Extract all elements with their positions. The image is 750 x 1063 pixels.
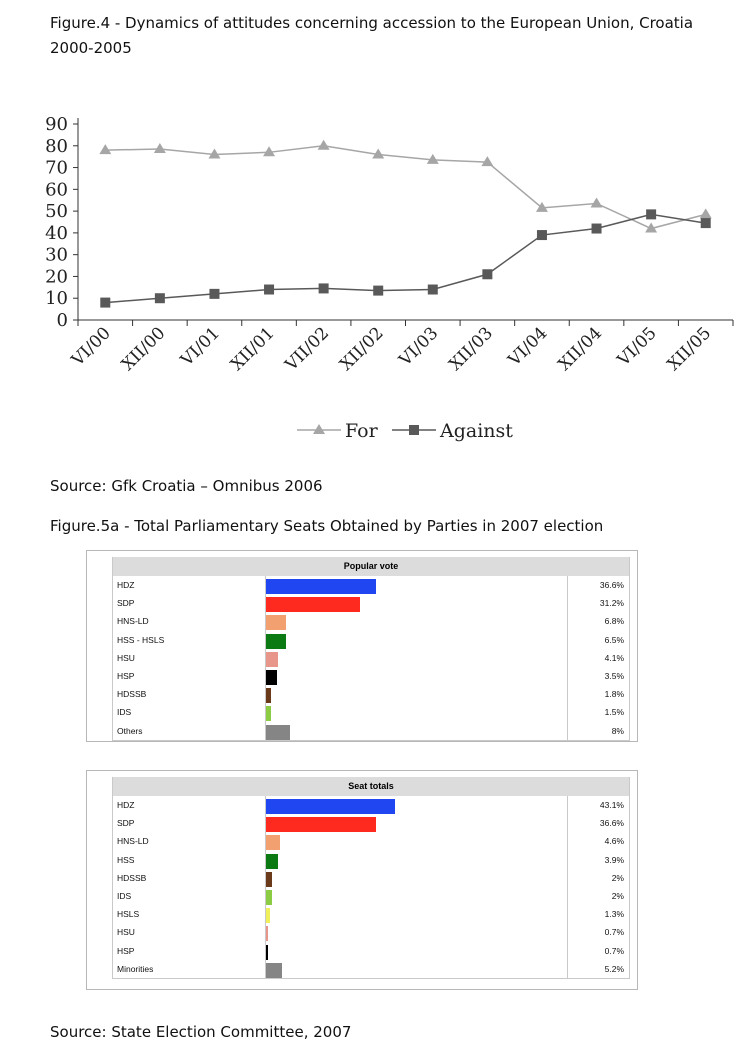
seat-totals-table <box>112 777 630 979</box>
party-bar <box>266 688 271 703</box>
y-tick-label: 20 <box>45 266 68 288</box>
party-bar <box>266 706 271 721</box>
series-line-against <box>105 214 705 302</box>
point-against <box>482 269 492 279</box>
party-bar <box>266 872 272 887</box>
point-for <box>700 208 712 218</box>
party-label: IDS <box>117 890 132 901</box>
percentage-value: 3.9% <box>604 854 624 865</box>
table-row <box>113 612 629 630</box>
percentage-value: 6.8% <box>604 616 624 627</box>
party-bar <box>266 597 360 612</box>
party-label: HNS-LD <box>117 616 149 627</box>
legend-marker-for <box>313 424 325 434</box>
series-line-for <box>105 146 705 229</box>
party-label: Minorities <box>117 963 154 974</box>
party-bar <box>266 963 282 978</box>
percentage-value: 4.1% <box>604 652 624 663</box>
y-tick-label: 50 <box>45 201 68 223</box>
party-bar <box>266 854 278 869</box>
table-row <box>113 887 629 905</box>
point-for <box>154 143 166 153</box>
legend-marker-against <box>409 425 419 435</box>
table-row <box>113 942 629 960</box>
percentage-value: 1.3% <box>604 909 624 920</box>
table-row <box>113 905 629 923</box>
party-label: HDZ <box>117 800 135 810</box>
x-tick-label: VI/01 <box>177 323 224 371</box>
party-bar <box>266 817 376 832</box>
popular-vote-table <box>112 557 630 741</box>
point-for <box>318 140 330 150</box>
party-bar <box>266 890 272 905</box>
party-label: HNS-LD <box>117 836 149 847</box>
point-for <box>591 197 603 207</box>
party-label: Others <box>117 725 143 736</box>
party-bar <box>266 945 268 960</box>
percentage-value: 2% <box>611 890 624 901</box>
party-label: HDSSB <box>117 689 147 700</box>
party-label: HSU <box>117 652 135 663</box>
table-row <box>113 685 629 703</box>
percentage-value: 0.7% <box>604 927 624 938</box>
figure-5a-source: Source: State Election Committee, 2007 <box>50 1023 352 1041</box>
party-label: HSLS <box>117 909 140 920</box>
seat-totals-rows <box>113 796 629 978</box>
y-tick-label: 40 <box>45 222 68 244</box>
percentage-value: 5.2% <box>604 963 624 974</box>
point-against <box>209 289 219 299</box>
point-for <box>99 144 111 154</box>
point-against <box>373 286 383 296</box>
y-tick-label: 10 <box>45 288 68 310</box>
point-against <box>264 285 274 295</box>
party-label: HSS - HSLS <box>117 634 165 645</box>
percentage-value: 8% <box>611 725 624 736</box>
party-bar <box>266 799 395 814</box>
party-bar <box>266 634 286 649</box>
x-tick-label: XII/00 <box>117 323 170 375</box>
y-tick-label: 70 <box>45 157 68 179</box>
percentage-value: 3.5% <box>604 670 624 681</box>
party-bar <box>266 615 286 630</box>
x-tick-label: VII/02 <box>281 323 334 376</box>
table-row <box>113 576 629 594</box>
party-label: HSS <box>117 854 135 865</box>
party-bar <box>266 579 376 594</box>
party-label: HDZ <box>117 580 135 590</box>
point-against <box>701 218 711 228</box>
table-row <box>113 814 629 832</box>
y-tick-label: 80 <box>45 135 68 157</box>
point-against <box>592 224 602 234</box>
percentage-value: 1.5% <box>604 707 624 718</box>
point-against <box>100 298 110 308</box>
x-tick-label: VI/05 <box>613 323 661 371</box>
y-tick-label: 0 <box>56 310 68 331</box>
point-for <box>481 156 493 166</box>
table-row <box>113 851 629 869</box>
party-bar <box>266 835 280 850</box>
percentage-value: 43.1% <box>599 800 624 810</box>
x-tick-label: XII/05 <box>663 323 716 375</box>
table-row <box>113 631 629 649</box>
x-tick-label: VI/04 <box>504 323 552 371</box>
legend-label-for: For <box>345 420 378 442</box>
table-row <box>113 869 629 887</box>
party-label: HDSSB <box>117 872 147 883</box>
point-against <box>537 230 547 240</box>
percentage-value: 1.8% <box>604 689 624 700</box>
party-label: HSP <box>117 945 135 956</box>
y-tick-label: 30 <box>45 244 68 266</box>
percentage-value: 36.6% <box>599 580 624 590</box>
table-row <box>113 796 629 814</box>
percentage-value: 6.5% <box>604 634 624 645</box>
party-label: HSU <box>117 927 135 938</box>
point-against <box>646 209 656 219</box>
x-tick-label: XII/04 <box>554 323 607 375</box>
popular-vote-rows <box>113 576 629 740</box>
y-tick-label: 60 <box>45 179 68 201</box>
table-row <box>113 722 629 740</box>
table-row <box>113 832 629 850</box>
figure-5a-title: Figure.5a - Total Parliamentary Seats Obtained by Parties in 2007 election <box>50 517 604 535</box>
x-tick-label: XII/03 <box>445 323 497 375</box>
party-label: IDS <box>117 707 132 718</box>
x-tick-label: VI/03 <box>395 323 443 371</box>
party-bar <box>266 908 270 923</box>
attitudes-line-chart <box>0 100 750 460</box>
party-label: SDP <box>117 818 135 829</box>
table-row <box>113 923 629 941</box>
point-against <box>428 285 438 295</box>
percentage-value: 31.2% <box>599 598 624 609</box>
x-tick-label: XII/02 <box>336 323 388 375</box>
x-tick-label: VI/00 <box>67 323 115 371</box>
percentage-value: 36.6% <box>599 818 624 829</box>
percentage-value: 4.6% <box>604 836 624 847</box>
table-row <box>113 594 629 612</box>
figure-4-title: Figure.4 - Dynamics of attitudes concerning accession to the European Union, Croatia 2000-2005 <box>50 14 694 57</box>
percentage-value: 2% <box>611 872 624 883</box>
party-bar <box>266 926 268 941</box>
percentage-value: 0.7% <box>604 945 624 956</box>
seat-totals-header: Seat totals <box>113 777 629 796</box>
popular-vote-header: Popular vote <box>113 557 629 576</box>
point-against <box>319 283 329 293</box>
party-bar <box>266 725 290 740</box>
table-row <box>113 703 629 721</box>
table-row <box>113 649 629 667</box>
party-label: SDP <box>117 598 135 609</box>
party-bar <box>266 652 278 667</box>
table-row <box>113 667 629 685</box>
point-against <box>155 293 165 303</box>
party-label: HSP <box>117 670 135 681</box>
x-tick-label: XII/01 <box>227 323 279 375</box>
y-tick-label: 90 <box>45 114 68 135</box>
party-bar <box>266 670 277 685</box>
legend-label-against: Against <box>440 420 513 442</box>
table-row <box>113 960 629 978</box>
figure-4-source: Source: Gfk Croatia – Omnibus 2006 <box>50 477 323 495</box>
